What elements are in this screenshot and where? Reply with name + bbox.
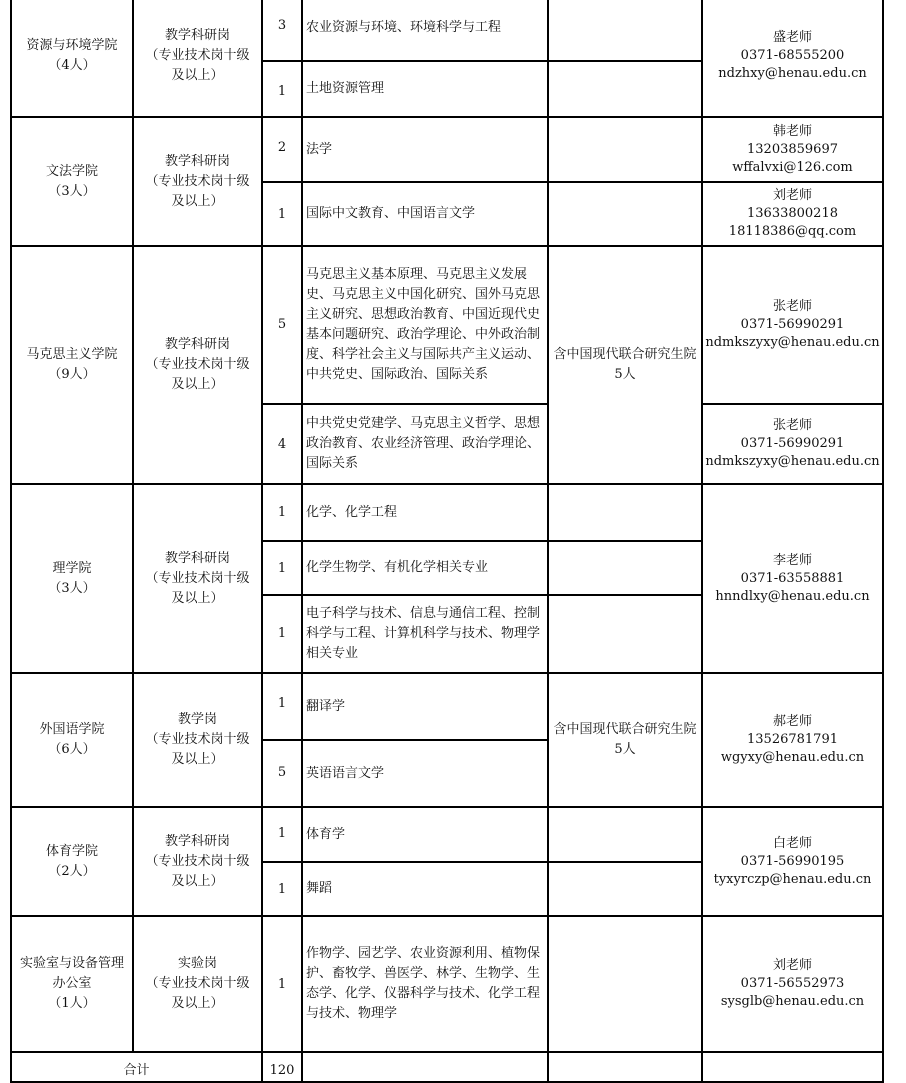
table-row <box>11 916 883 1052</box>
college-cell: 体育学院 （2人） <box>11 807 133 916</box>
college-cell: 外国语学院 （6人） <box>11 673 133 807</box>
total-label-cell: 合计 <box>11 1052 262 1082</box>
contact-cell: 李老师 0371-63558881 hnndlxy@henau.edu.cn <box>702 484 883 673</box>
note-cell: 含中国现代联合研究生院5人 <box>548 673 702 807</box>
post-cell: 实验岗 （专业技术岗十级 及以上） <box>133 916 262 1052</box>
count-cell: 5 <box>262 740 302 807</box>
note-cell <box>548 541 702 595</box>
table-row <box>11 673 883 740</box>
major-cell: 法学 <box>302 117 548 182</box>
count-cell: 3 <box>262 0 302 61</box>
total-row <box>11 1052 883 1082</box>
total-empty-cell <box>702 1052 883 1082</box>
contact-cell: 张老师 0371-56990291 ndmkszyxy@henau.edu.cn <box>702 404 883 484</box>
table-row <box>11 246 883 404</box>
college-cell: 资源与环境学院 （4人） <box>11 0 133 117</box>
note-cell <box>548 182 702 246</box>
post-cell: 教学科研岗 （专业技术岗十级 及以上） <box>133 246 262 484</box>
note-cell <box>548 484 702 541</box>
contact-cell: 盛老师 0371-68555200 ndzhxy@henau.edu.cn <box>702 0 883 117</box>
note-cell <box>548 862 702 916</box>
major-cell: 土地资源管理 <box>302 61 548 117</box>
major-cell: 中共党史党建学、马克思主义哲学、思想政治教育、农业经济管理、政治学理论、国际关系 <box>302 404 548 484</box>
count-cell: 2 <box>262 117 302 182</box>
post-cell: 教学科研岗 （专业技术岗十级 及以上） <box>133 0 262 117</box>
major-cell: 马克思主义基本原理、马克思主义发展史、马克思主义中国化研究、国外马克思主义研究、思想政治教育、中国近现代史基本问题研究、政治学理论、中外政治制度、科学社会主义与国际共产主义运动、中共党史、国际政治、国际关系 <box>302 246 548 404</box>
total-empty-cell <box>302 1052 548 1082</box>
post-cell: 教学科研岗 （专业技术岗十级 及以上） <box>133 117 262 246</box>
major-cell: 化学、化学工程 <box>302 484 548 541</box>
recruitment-table <box>10 0 884 1083</box>
total-empty-cell <box>548 1052 702 1082</box>
contact-cell: 刘老师 0371-56552973 sysglb@henau.edu.cn <box>702 916 883 1052</box>
note-cell <box>548 807 702 862</box>
college-cell: 实验室与设备管理 办公室 （1人） <box>11 916 133 1052</box>
contact-cell: 张老师 0371-56990291 ndmkszyxy@henau.edu.cn <box>702 246 883 404</box>
note-cell <box>548 61 702 117</box>
college-cell: 理学院 （3人） <box>11 484 133 673</box>
note-cell <box>548 0 702 61</box>
count-cell: 1 <box>262 595 302 673</box>
count-cell: 4 <box>262 404 302 484</box>
note-cell: 含中国现代联合研究生院5人 <box>548 246 702 484</box>
count-cell: 1 <box>262 541 302 595</box>
major-cell: 英语语言文学 <box>302 740 548 807</box>
count-cell: 1 <box>262 916 302 1052</box>
count-cell: 1 <box>262 807 302 862</box>
major-cell: 国际中文教育、中国语言文学 <box>302 182 548 246</box>
contact-cell: 韩老师 13203859697 wffalvxi@126.com <box>702 117 883 182</box>
note-cell <box>548 595 702 673</box>
note-cell <box>548 916 702 1052</box>
count-cell: 5 <box>262 246 302 404</box>
count-cell: 1 <box>262 673 302 740</box>
major-cell: 翻译学 <box>302 673 548 740</box>
note-cell <box>548 117 702 182</box>
table-row <box>11 807 883 862</box>
major-cell: 体育学 <box>302 807 548 862</box>
major-cell: 作物学、园艺学、农业资源利用、植物保护、畜牧学、兽医学、林学、生物学、生态学、化学、仪器科学与技术、化学工程与技术、物理学 <box>302 916 548 1052</box>
major-cell: 舞蹈 <box>302 862 548 916</box>
total-count-cell: 120 <box>262 1052 302 1082</box>
table-row <box>11 484 883 541</box>
major-cell: 农业资源与环境、环境科学与工程 <box>302 0 548 61</box>
count-cell: 1 <box>262 484 302 541</box>
table-row <box>11 0 883 61</box>
major-cell: 电子科学与技术、信息与通信工程、控制科学与工程、计算机科学与技术、物理学相关专业 <box>302 595 548 673</box>
count-cell: 1 <box>262 862 302 916</box>
count-cell: 1 <box>262 182 302 246</box>
post-cell: 教学科研岗 （专业技术岗十级 及以上） <box>133 484 262 673</box>
count-cell: 1 <box>262 61 302 117</box>
college-cell: 文法学院 （3人） <box>11 117 133 246</box>
post-cell: 教学岗 （专业技术岗十级 及以上） <box>133 673 262 807</box>
contact-cell: 郝老师 13526781791 wgyxy@henau.edu.cn <box>702 673 883 807</box>
college-cell: 马克思主义学院 （9人） <box>11 246 133 484</box>
major-cell: 化学生物学、有机化学相关专业 <box>302 541 548 595</box>
table-row <box>11 117 883 182</box>
contact-cell: 白老师 0371-56990195 tyxyrczp@henau.edu.cn <box>702 807 883 916</box>
contact-cell: 刘老师 13633800218 18118386@qq.com <box>702 182 883 246</box>
post-cell: 教学科研岗 （专业技术岗十级 及以上） <box>133 807 262 916</box>
